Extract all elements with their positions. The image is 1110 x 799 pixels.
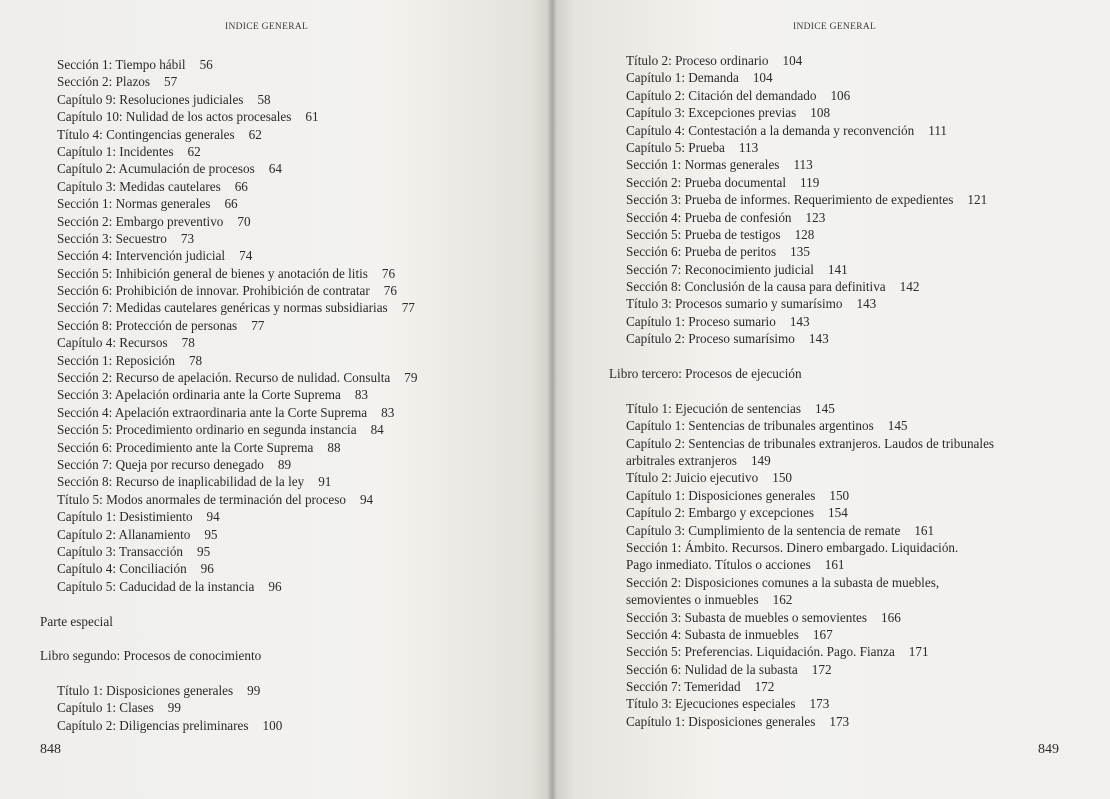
toc-entry-page: 96 — [200, 561, 214, 577]
toc-entry-page: 167 — [812, 626, 833, 642]
toc-entry-page: 89 — [277, 456, 292, 472]
toc-entry — [40, 421, 417, 438]
toc-entry-title: Sección 2: Disposiciones comunes a la subasta de muebles, — [626, 574, 940, 590]
toc-entry-title: Título 3: Procesos sumario y sumarísimo — [626, 296, 843, 312]
toc-entry-title: Capítulo 3: Cumplimiento de la sentencia de remate — [626, 522, 901, 538]
toc-entry — [609, 330, 994, 347]
toc-entry-page: 104 — [782, 53, 803, 68]
toc-entry-title: Capítulo 2: Proceso sumarísimo — [626, 331, 795, 347]
page-number: 848 — [40, 742, 61, 757]
toc-entry-page: 64 — [268, 161, 282, 177]
toc-entry-page: 145 — [815, 400, 835, 416]
toc-entry — [40, 160, 417, 177]
toc-entry-page: 73 — [180, 230, 195, 246]
toc-entry-page: 58 — [257, 91, 271, 107]
toc-entry — [609, 487, 994, 504]
toc-entry-title: Sección 6: Prueba de peritos — [626, 244, 777, 260]
toc-entry — [609, 226, 994, 243]
toc-entry-page: 143 — [808, 331, 829, 347]
toc-spacer — [40, 630, 417, 647]
toc-entry-title: Capítulo 4: Conciliación — [57, 561, 187, 577]
toc-entry-page: 166 — [881, 609, 901, 625]
page-number: 849 — [1038, 742, 1059, 757]
toc-entry — [609, 643, 994, 660]
toc-entry-page: 128 — [794, 226, 815, 242]
toc-entry-title: Título 1: Ejecución de sentencias — [626, 400, 802, 416]
toc-entry-page: 100 — [262, 717, 283, 733]
toc-entry-page: 78 — [188, 352, 203, 368]
toc-entry-page: 121 — [967, 192, 988, 208]
toc-entry — [609, 69, 994, 86]
toc-entry — [40, 91, 417, 108]
toc-entry-page: 84 — [370, 422, 384, 438]
toc-entry — [609, 52, 994, 69]
toc-entry-page: 143 — [856, 296, 877, 312]
toc-entry-title: Capítulo 5: Caducidad de la instancia — [57, 578, 255, 594]
toc-entry-title: Capítulo 1: Incidentes — [57, 143, 174, 159]
toc-entry-page: 173 — [829, 713, 850, 729]
toc-entry-page: 142 — [899, 279, 920, 295]
toc-entry-page: 145 — [887, 418, 908, 434]
toc-entry — [609, 365, 994, 382]
toc-entry-page: 70 — [237, 213, 251, 229]
toc-entry-title: Sección 5: Preferencias. Liquidación. Pago. Fianza — [626, 644, 895, 660]
running-header: INDICE GENERAL — [793, 22, 877, 32]
toc-entry-page: 108 — [810, 105, 831, 121]
toc-entry — [609, 295, 994, 312]
running-header: INDICE GENERAL — [225, 22, 309, 32]
toc-entry-page: 113 — [793, 157, 813, 173]
toc-entry-page: 171 — [908, 644, 929, 660]
toc-entry-page: 162 — [772, 592, 793, 608]
toc-entry-page: 99 — [247, 683, 261, 699]
toc-entry-title: Capítulo 1: Disposiciones generales — [626, 487, 816, 503]
toc-entry-title: Sección 6: Procedimiento ante la Corte Suprema — [57, 439, 314, 455]
toc-entry — [40, 439, 417, 456]
toc-entry — [609, 243, 994, 260]
toc-entry-page: 135 — [790, 244, 810, 260]
toc-entry-title: Pago inmediato. Títulos o acciones — [626, 557, 811, 573]
toc-entry — [609, 661, 994, 678]
toc-entry — [40, 717, 417, 734]
toc-entry-title-cont — [626, 591, 994, 608]
toc-entry-title: Capítulo 3: Medidas cautelares — [57, 178, 221, 194]
toc-entry-page: 66 — [234, 178, 248, 194]
toc-entry-title: Sección 2: Recurso de apelación. Recurso de nulidad. Consulta — [57, 370, 391, 386]
toc-spacer — [40, 665, 417, 682]
toc-entry — [40, 213, 417, 230]
toc-entry-page: 61 — [305, 109, 319, 125]
toc-entry-title: Título 2: Juicio ejecutivo — [626, 470, 759, 486]
toc-entry — [609, 104, 994, 121]
right-page — [552, 0, 1110, 799]
toc-entry — [40, 473, 417, 490]
toc-entry-page: 56 — [199, 57, 213, 72]
toc-entry-title: Capítulo 2: Citación del demandado — [626, 87, 817, 103]
toc-entry — [40, 578, 417, 595]
toc-entry — [40, 526, 417, 543]
toc-entry — [40, 73, 417, 90]
toc-entry — [609, 678, 994, 695]
toc-entry-title: Título 4: Contingencias generales — [57, 126, 235, 142]
toc-entry-page: 123 — [805, 209, 826, 225]
toc-entry — [609, 191, 994, 208]
toc-entry — [40, 404, 417, 421]
toc-entry-page: 111 — [928, 122, 948, 138]
toc-entry-title: Sección 1: Tiempo hábil — [57, 57, 186, 72]
toc-entry-page: 94 — [206, 509, 220, 525]
toc-entry — [609, 504, 994, 521]
toc-entry — [40, 647, 417, 664]
toc-entry — [40, 491, 417, 508]
toc-entry — [40, 386, 417, 403]
toc-entry — [40, 265, 417, 282]
toc-spacer — [609, 382, 994, 399]
toc-entry — [40, 247, 417, 264]
toc-entry-page: 150 — [772, 470, 792, 486]
toc-entry — [609, 156, 994, 173]
toc-entry-title: Título 5: Modos anormales de terminación del proceso — [57, 491, 346, 507]
toc-entry-page: 119 — [800, 174, 820, 190]
toc-entry — [609, 522, 994, 539]
toc-entry-title: Capítulo 1: Sentencias de tribunales argentinos — [626, 418, 874, 434]
toc-entry-title: Parte especial — [40, 613, 113, 629]
toc-entry-page: 77 — [401, 300, 415, 316]
toc-entry-page: 172 — [811, 661, 832, 677]
toc-entry-title: Sección 5: Prueba de testigos — [626, 226, 781, 242]
toc-entry-title-cont — [626, 452, 994, 469]
toc-entry-page: 161 — [824, 557, 845, 573]
toc-entry — [609, 209, 994, 226]
toc-entry-page: 77 — [251, 317, 265, 333]
toc-entry — [609, 574, 994, 609]
toc-entry — [40, 195, 417, 212]
toc-entry — [609, 139, 994, 156]
toc-entry-title: Sección 7: Medidas cautelares genéricas y normas subsidiarias — [57, 300, 388, 316]
toc-entry-title: Capítulo 5: Prueba — [626, 139, 725, 155]
toc-entry-title: Sección 4: Prueba de confesión — [626, 209, 792, 225]
toc-entry-title: Sección 5: Procedimiento ordinario en segunda instancia — [57, 422, 357, 438]
toc-entry — [40, 560, 417, 577]
toc-entry — [609, 695, 994, 712]
toc-entry — [40, 456, 417, 473]
toc-entry-page: 149 — [750, 453, 771, 468]
toc-entry-title: Libro segundo: Procesos de conocimiento — [40, 648, 262, 664]
toc-entry — [40, 699, 417, 716]
toc-entry-page: 161 — [914, 522, 935, 538]
toc-entry-page: 154 — [828, 505, 848, 521]
toc-entry-page: 66 — [224, 196, 238, 212]
toc-entry — [40, 282, 417, 299]
toc-entry-page: 76 — [381, 265, 396, 281]
toc-spacer — [609, 348, 994, 365]
toc-entry — [40, 230, 417, 247]
toc-entry-title: Sección 1: Normas generales — [626, 157, 780, 173]
toc-entry — [609, 400, 994, 417]
toc-entry — [40, 613, 417, 630]
toc-entry-page: 96 — [268, 578, 282, 594]
toc-entry-title-line2: arbitrales extranjeros — [626, 453, 737, 468]
toc-entry-title: Sección 1: Ámbito. Recursos. Dinero embargado. Liquidación. — [626, 539, 959, 555]
toc-entry-page: 141 — [827, 261, 848, 277]
toc-entry-page: 173 — [809, 696, 830, 712]
toc-spacer — [40, 595, 417, 612]
toc-entry-title: Sección 4: Apelación extraordinaria ante la Corte Suprema — [57, 404, 368, 420]
toc-entry-title: Título 3: Ejecuciones especiales — [626, 696, 796, 712]
toc-entry — [609, 713, 994, 730]
toc-entry-title: Sección 4: Intervención judicial — [57, 248, 226, 264]
toc-entry-title-line2: semovientes o inmuebles — [626, 592, 759, 608]
toc-entry — [609, 469, 994, 486]
toc-entry-title: Capítulo 2: Acumulación de procesos — [57, 161, 255, 177]
toc-entry-title: Sección 2: Plazos — [57, 74, 151, 90]
toc-entry-title: Sección 1: Normas generales — [57, 196, 211, 212]
toc-entry-title: Sección 3: Subasta de muebles o semovientes — [626, 609, 867, 625]
toc-entry-page: 104 — [752, 70, 773, 86]
toc-entry-title: Libro tercero: Procesos de ejecución — [609, 366, 802, 382]
toc-entry — [609, 313, 994, 330]
toc-entry-title: Sección 5: Inhibición general de bienes y anotación de litis — [57, 265, 368, 281]
toc-entry-page: 74 — [239, 248, 253, 264]
toc-list — [609, 52, 994, 730]
toc-entry-title: Capítulo 2: Diligencias preliminares — [57, 717, 249, 733]
toc-entry — [40, 543, 417, 560]
toc-entry-title: Título 1: Disposiciones generales — [57, 683, 234, 699]
toc-entry-title: Capítulo 3: Transacción — [57, 543, 184, 559]
toc-entry — [40, 299, 417, 316]
toc-entry-page: 76 — [383, 283, 397, 299]
toc-entry — [40, 508, 417, 525]
toc-entry — [40, 56, 417, 73]
toc-entry-title: Capítulo 1: Desistimiento — [57, 509, 193, 525]
toc-entry-page: 99 — [167, 700, 181, 716]
toc-entry-title: Capítulo 1: Clases — [57, 700, 154, 716]
toc-entry-page: 62 — [187, 143, 201, 159]
toc-entry — [609, 435, 994, 470]
toc-entry — [40, 334, 417, 351]
toc-entry-page: 150 — [829, 487, 850, 503]
toc-entry-page: 113 — [738, 139, 759, 155]
left-page — [0, 0, 552, 799]
toc-entry — [609, 609, 994, 626]
toc-entry-title: Sección 8: Protección de personas — [57, 317, 238, 333]
toc-entry — [609, 556, 994, 573]
toc-entry-title: Capítulo 10: Nulidad de los actos procesales — [57, 109, 292, 125]
toc-entry-page: 95 — [204, 526, 218, 542]
toc-entry-title: Sección 8: Conclusión de la causa para definitiva — [626, 279, 886, 295]
toc-entry — [40, 108, 417, 125]
toc-entry-title: Capítulo 2: Allanamiento — [57, 526, 191, 542]
toc-entry-title: Sección 1: Reposición — [57, 352, 175, 368]
toc-entry-title: Capítulo 1: Proceso sumario — [626, 313, 776, 329]
toc-entry-title: Sección 7: Temeridad — [626, 679, 741, 695]
toc-entry — [609, 539, 994, 556]
toc-entry-title: Sección 7: Reconocimiento judicial — [626, 261, 814, 277]
toc-entry — [40, 126, 417, 143]
toc-entry-page: 78 — [181, 335, 195, 351]
toc-entry-title: Sección 6: Prohibición de innovar. Prohibición de contratar — [57, 283, 370, 299]
toc-entry-page: 79 — [404, 370, 418, 386]
book-gutter — [548, 0, 556, 799]
toc-entry-title: Capítulo 4: Recursos — [57, 335, 168, 351]
toc-entry-page: 172 — [754, 679, 775, 695]
toc-entry-page: 106 — [830, 87, 851, 103]
toc-entry-title: Título 2: Proceso ordinario — [626, 53, 769, 68]
toc-entry-page: 57 — [164, 74, 178, 90]
toc-entry-title: Sección 2: Prueba documental — [626, 174, 787, 190]
toc-entry — [40, 369, 417, 386]
toc-entry-page: 94 — [359, 491, 374, 507]
toc-entry — [609, 122, 994, 139]
toc-entry — [609, 626, 994, 643]
toc-entry-page: 143 — [789, 313, 810, 329]
toc-entry — [609, 174, 994, 191]
toc-entry — [609, 87, 994, 104]
toc-entry-title: Capítulo 1: Demanda — [626, 70, 739, 86]
toc-entry-title: Sección 3: Apelación ordinaria ante la Corte Suprema — [57, 387, 341, 403]
toc-entry-page: 83 — [354, 387, 368, 403]
toc-entry — [609, 417, 994, 434]
toc-entry-title: Sección 8: Recurso de inaplicabilidad de la ley — [57, 474, 305, 490]
toc-entry-title: Sección 4: Subasta de inmuebles — [626, 626, 799, 642]
toc-entry — [40, 178, 417, 195]
toc-list — [40, 56, 417, 734]
toc-entry-title: Capítulo 2: Embargo y excepciones — [626, 505, 814, 521]
toc-entry-title: Capítulo 1: Disposiciones generales — [626, 713, 816, 729]
toc-entry-page: 88 — [327, 439, 341, 455]
toc-entry-title: Capítulo 3: Excepciones previas — [626, 105, 797, 121]
toc-entry-title: Sección 6: Nulidad de la subasta — [626, 661, 798, 677]
toc-entry — [609, 278, 994, 295]
toc-entry-title: Sección 3: Prueba de informes. Requerimiento de expedientes — [626, 192, 954, 208]
toc-entry-page: 91 — [318, 474, 332, 490]
toc-entry-title: Sección 7: Queja por recurso denegado — [57, 456, 264, 472]
toc-entry — [40, 682, 417, 699]
toc-entry-title: Capítulo 2: Sentencias de tribunales extranjeros. Laudos de tribunales — [626, 435, 995, 451]
toc-entry — [609, 261, 994, 278]
toc-entry-page: 95 — [197, 543, 211, 559]
toc-entry-page: 62 — [248, 126, 262, 142]
toc-entry-page: 83 — [381, 404, 395, 420]
toc-entry — [40, 352, 417, 369]
toc-entry — [40, 143, 417, 160]
toc-entry — [40, 317, 417, 334]
toc-entry-title: Capítulo 4: Contestación a la demanda y reconvención — [626, 122, 915, 138]
toc-entry-title: Capítulo 9: Resoluciones judiciales — [57, 91, 244, 107]
toc-entry-title: Sección 3: Secuestro — [57, 230, 167, 246]
toc-entry-title: Sección 2: Embargo preventivo — [57, 213, 224, 229]
